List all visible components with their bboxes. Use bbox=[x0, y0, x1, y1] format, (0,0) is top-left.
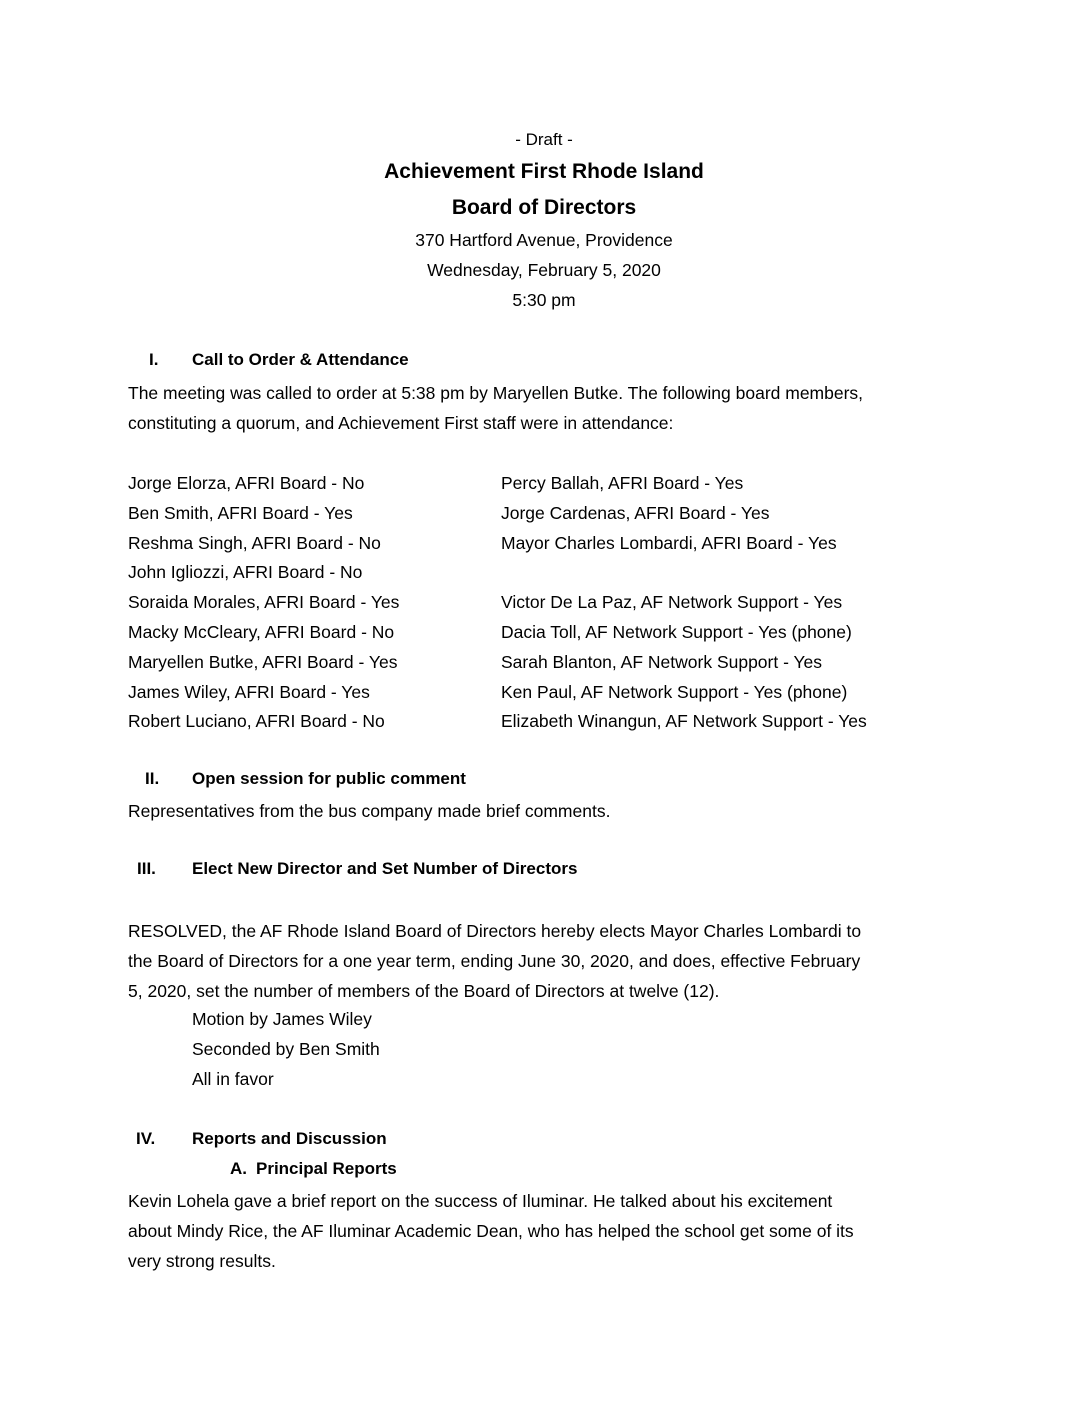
public-comment-paragraph bbox=[128, 796, 968, 826]
attendee: Victor De La Paz, AF Network Support - Yes bbox=[501, 592, 843, 613]
attendee: Elizabeth Winangun, AF Network Support - Yes bbox=[501, 711, 867, 732]
attendee: Mayor Charles Lombardi, AFRI Board - Yes bbox=[501, 532, 837, 553]
section-title: Open session for public comment bbox=[192, 769, 466, 788]
section-title: Elect New Director and Set Number of Directors bbox=[192, 859, 578, 878]
attendee: John Igliozzi, AFRI Board - No bbox=[128, 562, 363, 583]
paragraph-line: The meeting was called to order at 5:38 pm by Maryellen Butke. The following board members, bbox=[128, 383, 864, 403]
section-number: II. bbox=[145, 769, 160, 788]
draft-label: - Draft - bbox=[515, 130, 573, 149]
paragraph-line: about Mindy Rice, the AF Iluminar Academic Dean, who has helped the school get some of its bbox=[128, 1221, 854, 1241]
subsection-letter: A. bbox=[230, 1159, 247, 1178]
attendee: Jorge Elorza, AFRI Board - No bbox=[128, 473, 365, 493]
paragraph-line: Kevin Lohela gave a brief report on the success of Iluminar. He talked about his excitement bbox=[128, 1191, 833, 1211]
meeting-time: 5:30 pm bbox=[512, 290, 576, 310]
attendee: Sarah Blanton, AF Network Support - Yes bbox=[501, 651, 823, 672]
attendee: Soraida Morales, AFRI Board - Yes bbox=[128, 592, 400, 613]
paragraph-line: RESOLVED, the AF Rhode Island Board of Directors hereby elects Mayor Charles Lombardi to bbox=[128, 921, 862, 941]
meeting-address: 370 Hartford Avenue, Providence bbox=[415, 230, 673, 250]
section-number: IV. bbox=[136, 1129, 156, 1148]
organization-title: Achievement First Rhode Island bbox=[384, 160, 704, 183]
attendee: Ben Smith, AFRI Board - Yes bbox=[128, 502, 353, 523]
subsection-title: Principal Reports bbox=[256, 1159, 397, 1178]
section-number: I. bbox=[149, 350, 159, 369]
attendance-list-left bbox=[128, 468, 399, 736]
attendee: Reshma Singh, AFRI Board - No bbox=[128, 532, 381, 553]
paragraph-line: constituting a quorum, and Achievement First staff were in attendance: bbox=[128, 413, 674, 433]
paragraph-line: very strong results. bbox=[128, 1251, 276, 1271]
resolution-paragraph bbox=[128, 916, 968, 1006]
paragraph-line: 5, 2020, set the number of members of the Board of Directors at twelve (12). bbox=[128, 981, 720, 1001]
attendee: Dacia Toll, AF Network Support - Yes (phone) bbox=[501, 621, 852, 642]
attendee: Macky McCleary, AFRI Board - No bbox=[128, 621, 395, 642]
meeting-date: Wednesday, February 5, 2020 bbox=[427, 260, 661, 280]
attendee: Robert Luciano, AFRI Board - No bbox=[128, 711, 385, 732]
call-to-order-paragraph bbox=[128, 378, 968, 438]
section-title: Call to Order & Attendance bbox=[192, 350, 409, 369]
subsection-heading-principal-reports bbox=[230, 1159, 397, 1179]
attendee: Maryellen Butke, AFRI Board - Yes bbox=[128, 651, 398, 672]
section-number: III. bbox=[137, 859, 156, 878]
principal-reports-paragraph bbox=[128, 1186, 968, 1276]
attendance-list-right bbox=[501, 468, 867, 736]
attendee: Ken Paul, AF Network Support - Yes (phone) bbox=[501, 681, 848, 702]
vote-line: All in favor bbox=[192, 1069, 274, 1089]
board-title: Board of Directors bbox=[451, 196, 637, 219]
motion-line: Motion by James Wiley bbox=[192, 1009, 372, 1029]
attendee: James Wiley, AFRI Board - Yes bbox=[128, 681, 370, 702]
attendee: Percy Ballah, AFRI Board - Yes bbox=[501, 473, 744, 493]
section-title: Reports and Discussion bbox=[192, 1129, 387, 1148]
attendee: Jorge Cardenas, AFRI Board - Yes bbox=[501, 502, 770, 523]
seconded-line: Seconded by Ben Smith bbox=[192, 1039, 380, 1059]
paragraph-line: the Board of Directors for a one year term, ending June 30, 2020, and does, effective February bbox=[128, 951, 861, 971]
attendee-spacer bbox=[501, 557, 867, 587]
paragraph-line: Representatives from the bus company made brief comments. bbox=[128, 801, 611, 821]
